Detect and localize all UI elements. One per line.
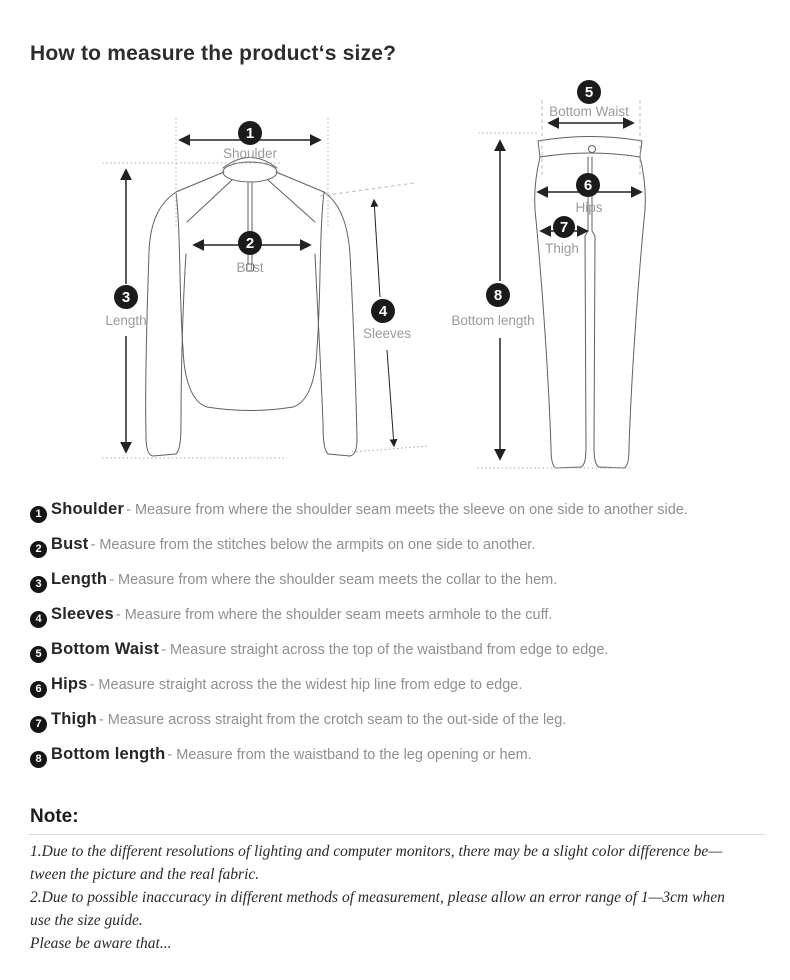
note-line-5: Please be aware that... xyxy=(30,935,172,952)
list-description: - Measure from the stitches below the armpits on one side to another. xyxy=(90,537,536,553)
sleeve-guide-top xyxy=(320,183,414,196)
badge-2-number: 2 xyxy=(245,235,255,252)
badge-5-number: 5 xyxy=(584,84,594,101)
jacket-drawing xyxy=(146,158,357,457)
measurement-list xyxy=(30,500,770,780)
note-line-3: 2.Due to possible inaccuracy in different methods of measurement, please allow an error range of 1—3cm when xyxy=(30,889,725,906)
badge-3-number: 3 xyxy=(121,289,131,306)
pants-button xyxy=(589,146,596,153)
list-item xyxy=(30,675,770,697)
list-label: Bust xyxy=(51,535,89,553)
note-section xyxy=(30,806,765,955)
note-line-2: tween the picture and the real fabric. xyxy=(30,866,260,883)
sleeves-arrow-bottom xyxy=(387,350,394,446)
list-item xyxy=(30,640,770,662)
badge-4-number: 4 xyxy=(378,303,388,320)
bottom-length-diagram-label: Bottom length xyxy=(451,313,535,328)
list-badge-8: 8 xyxy=(30,751,47,768)
sleeves-diagram-label: Sleeves xyxy=(362,326,412,341)
sleeves-arrow-top xyxy=(374,200,380,297)
jacket-yoke-seam-left xyxy=(187,180,232,222)
list-item xyxy=(30,745,770,767)
jacket-collar xyxy=(223,162,277,182)
list-description: - Measure straight across the the widest hip line from edge to edge. xyxy=(89,677,523,693)
list-item xyxy=(30,605,770,627)
badge-6-number: 6 xyxy=(583,177,593,194)
badge-1-number: 1 xyxy=(245,125,255,142)
note-heading: Note: xyxy=(30,806,79,827)
note-divider xyxy=(28,834,765,835)
shoulder-diagram-label: Shoulder xyxy=(222,146,278,161)
list-item xyxy=(30,535,770,557)
jacket-shoulder-left xyxy=(176,172,224,192)
list-description: - Measure from where the shoulder seam meets armhole to the cuff. xyxy=(115,607,553,623)
bust-diagram-label: Bust xyxy=(236,260,264,275)
list-badge-4: 4 xyxy=(30,611,47,628)
page-title: How to measure the product‘s size? xyxy=(30,42,397,65)
length-diagram-label: Length xyxy=(105,313,147,328)
list-description: - Measure from where the shoulder seam meets the collar to the hem. xyxy=(109,572,558,588)
jacket-body xyxy=(176,192,324,411)
list-label: Bottom Waist xyxy=(51,640,160,658)
jacket-yoke-seam-right xyxy=(268,180,315,222)
list-label: Bottom length xyxy=(51,745,166,763)
list-label: Hips xyxy=(51,675,88,693)
list-badge-1: 1 xyxy=(30,506,47,523)
list-badge-3: 3 xyxy=(30,576,47,593)
note-line-1: 1.Due to the different resolutions of lighting and computer monitors, there may be a slight color difference be— xyxy=(30,843,723,860)
list-description: - Measure across straight from the crotch seam to the out-side of the leg. xyxy=(98,712,567,728)
list-badge-7: 7 xyxy=(30,716,47,733)
list-label: Shoulder xyxy=(51,500,125,518)
list-description: - Measure from where the shoulder seam meets the sleeve on one side to another side. xyxy=(126,502,688,518)
jacket-sleeve-left xyxy=(146,192,186,456)
list-label: Length xyxy=(51,570,108,588)
list-item xyxy=(30,500,770,522)
list-badge-6: 6 xyxy=(30,681,47,698)
bottom-waist-diagram-label: Bottom Waist xyxy=(549,104,629,119)
badge-7-number: 7 xyxy=(559,219,569,236)
list-badge-5: 5 xyxy=(30,646,47,663)
list-label: Sleeves xyxy=(51,605,114,623)
list-label: Thigh xyxy=(51,710,97,728)
list-description: - Measure straight across the top of the waistband from edge to edge. xyxy=(161,642,609,658)
list-item xyxy=(30,570,770,592)
list-item xyxy=(30,710,770,732)
sleeve-guide-bottom xyxy=(352,446,428,452)
badge-8-number: 8 xyxy=(493,287,503,304)
jacket-shoulder-right xyxy=(276,172,324,192)
list-description: - Measure from the waistband to the leg opening or hem. xyxy=(167,747,532,763)
thigh-diagram-label: Thigh xyxy=(545,241,579,256)
hips-diagram-label: Hips xyxy=(575,200,603,215)
note-line-4: use the size guide. xyxy=(30,912,143,929)
list-badge-2: 2 xyxy=(30,541,47,558)
